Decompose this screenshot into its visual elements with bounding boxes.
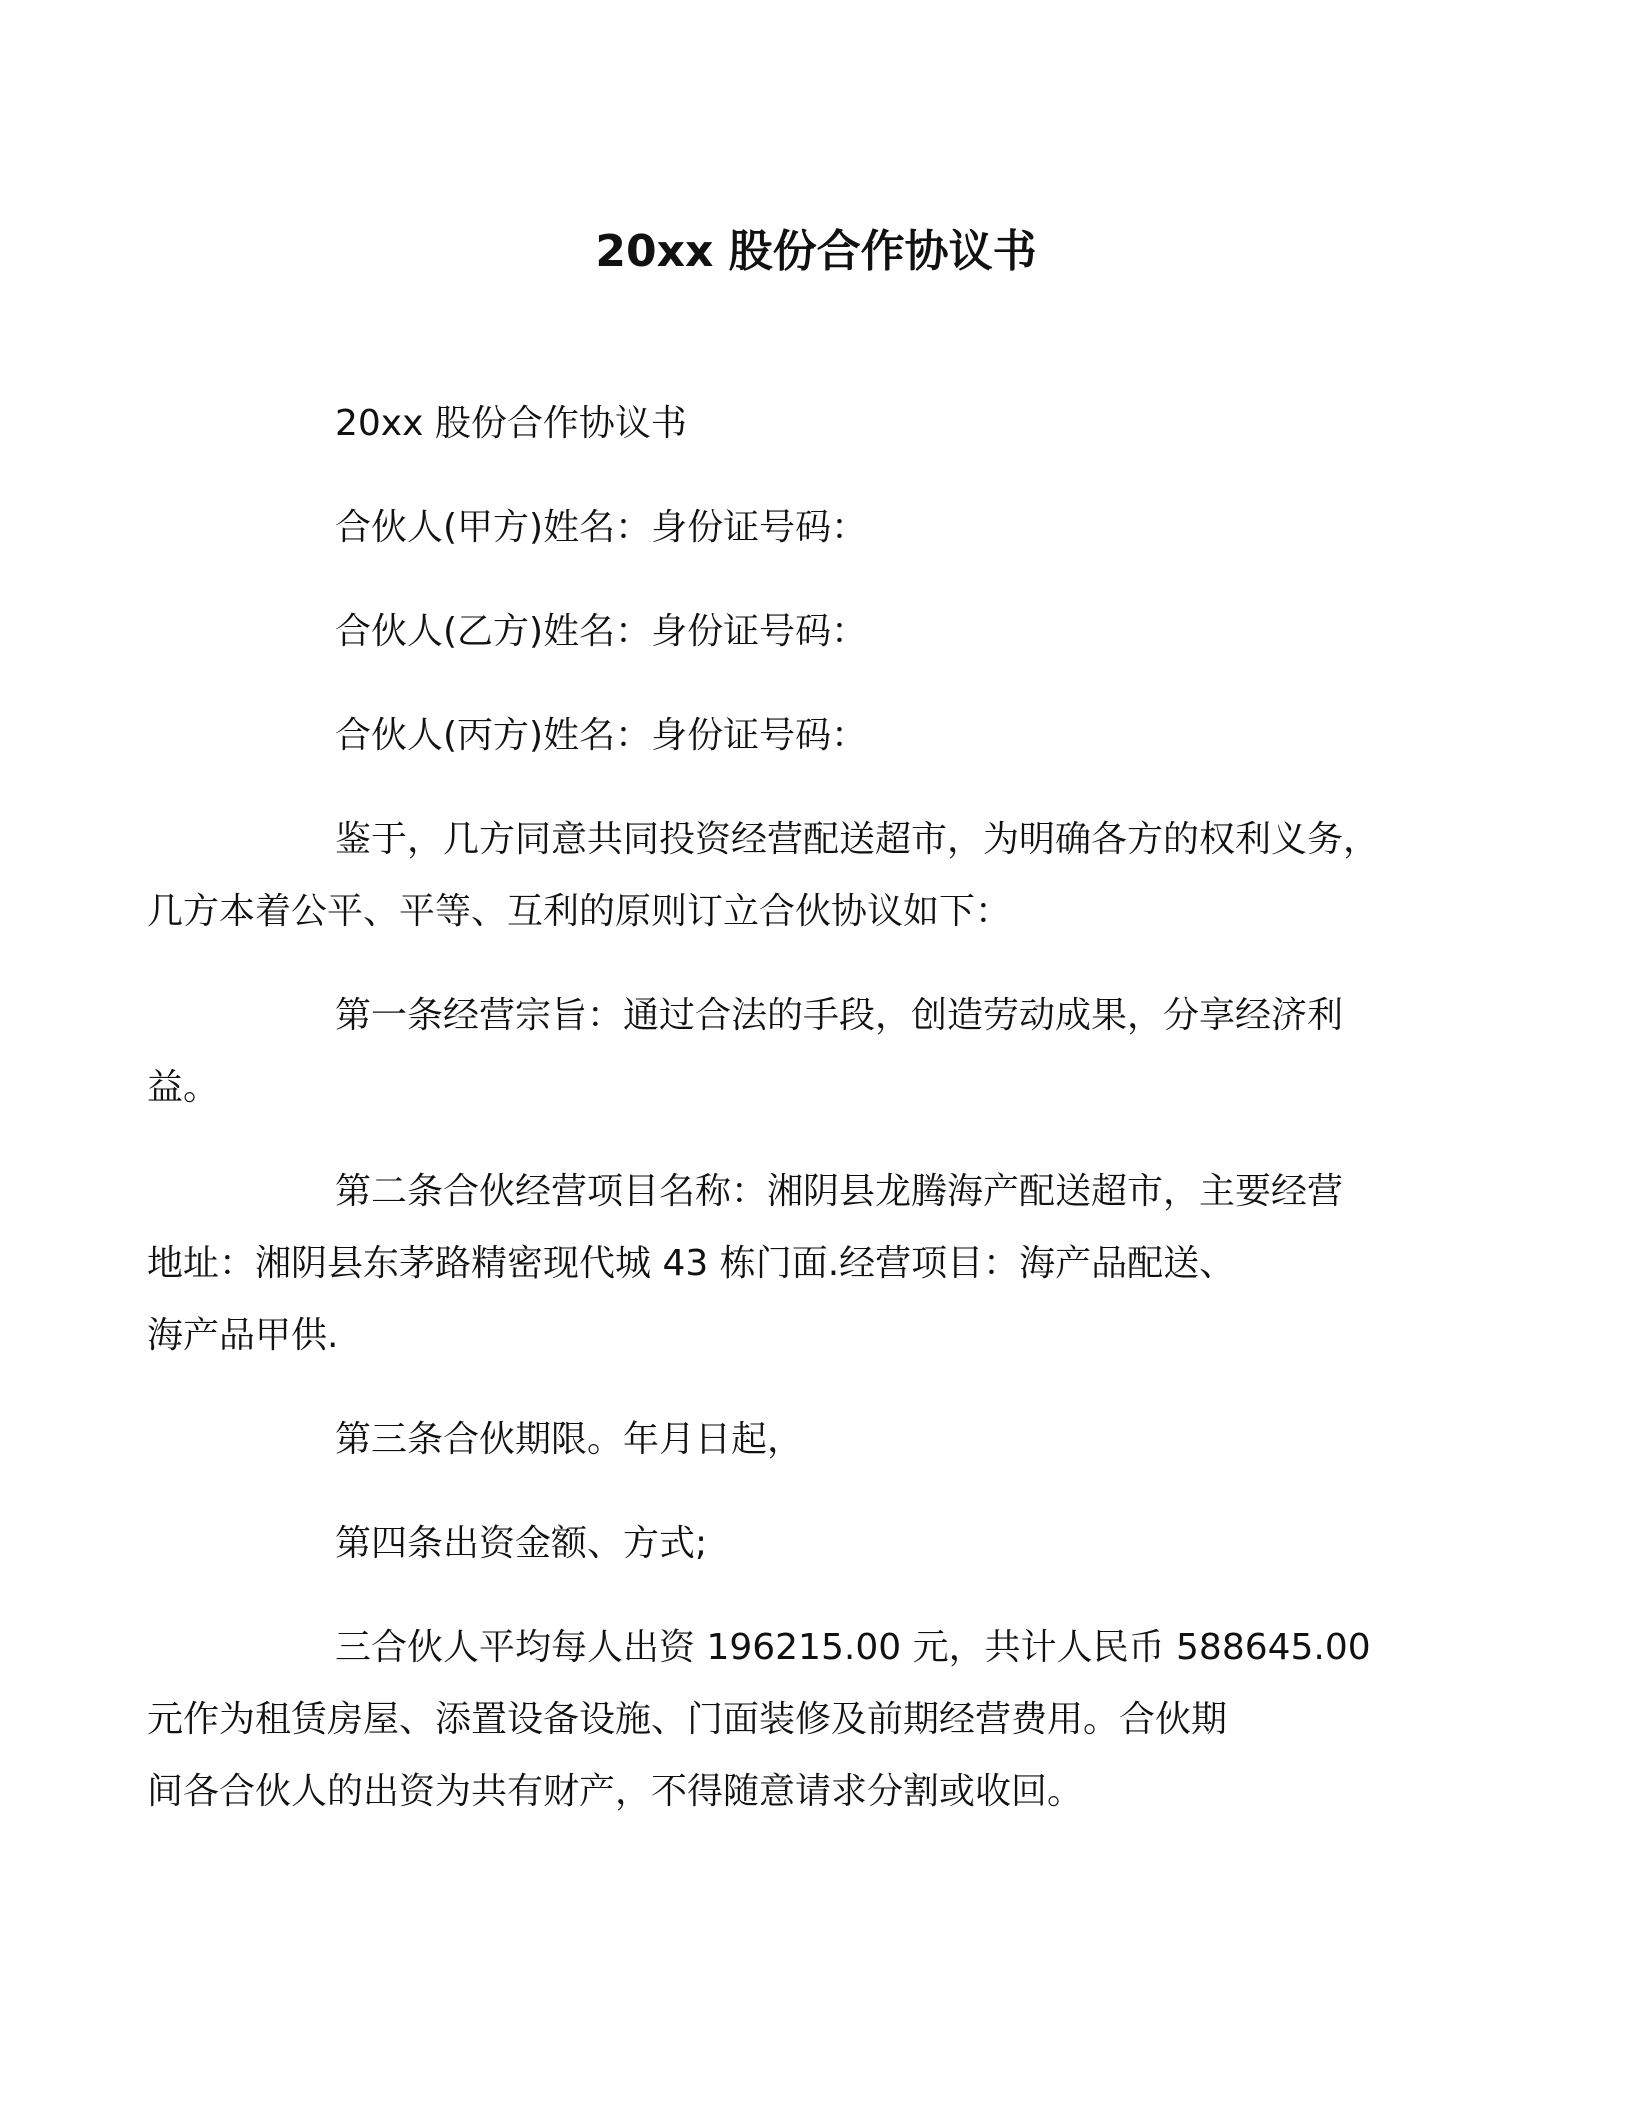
paragraph-line: 合伙人(甲方)姓名：身份证号码： [335,507,868,548]
paragraph-line: 第三条合伙期限。年月日起， [335,1419,804,1460]
paragraph-article-1 [147,980,1421,1124]
paragraph-line: 合伙人(丙方)姓名：身份证号码： [335,715,868,756]
paragraph-line: 地址：湘阴县东茅路精密现代城 43 栋门面.经营项目：海产品配送、 [147,1243,1236,1284]
paragraph-party-c [241,700,1421,772]
paragraph-line: 合伙人(乙方)姓名：身份证号码： [335,611,868,652]
paragraph-article-3 [241,1404,1421,1476]
paragraph-article-4 [241,1508,1421,1580]
paragraph-preamble [147,804,1421,948]
paragraph-line: 第二条合伙经营项目名称：湘阴县龙腾海产配送超市，主要经营 [335,1171,1344,1212]
document-body [147,388,1421,1860]
paragraph-line: 20xx 股份合作协议书 [335,403,687,444]
paragraph-line: 几方本着公平、平等、互利的原则订立合伙协议如下： [147,891,1012,932]
paragraph-article-2 [147,1156,1421,1372]
paragraph-line: 益。 [147,1067,220,1108]
paragraph-line: 鉴于，几方同意共同投资经营配送超市，为明确各方的权利义务， [335,819,1380,860]
paragraph-party-a [241,492,1421,564]
paragraph-line: 第一条经营宗旨：通过合法的手段，创造劳动成果，分享经济利 [335,995,1344,1036]
paragraph-party-b [241,596,1421,668]
document-title: 20xx 股份合作协议书 [595,226,1037,277]
paragraph-line: 间各合伙人的出资为共有财产，不得随意请求分割或收回。 [147,1771,1084,1812]
paragraph-line: 海产品甲供. [147,1315,339,1356]
paragraph-line: 第四条出资金额、方式; [335,1523,708,1564]
paragraph-capital [147,1612,1421,1828]
paragraph-line: 元作为租赁房屋、添置设备设施、门面装修及前期经营费用。合伙期 [147,1699,1228,1740]
paragraph-line: 三合伙人平均每人出资 196215.00 元，共计人民币 588645.00 [335,1627,1371,1668]
paragraph-heading [241,388,1421,460]
